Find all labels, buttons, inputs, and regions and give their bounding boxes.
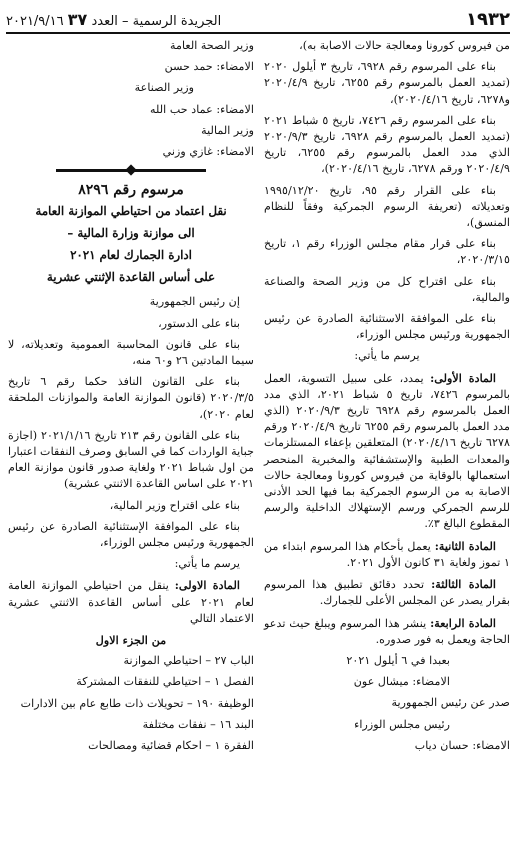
right-column bbox=[264, 38, 510, 759]
budget-item: الباب ٢٧ – احتياطي الموازنة bbox=[123, 654, 254, 668]
minister-signature: الامضاء: غازي وزني bbox=[162, 145, 254, 159]
president-signature: الامضاء: ميشال عون bbox=[353, 675, 450, 689]
decree-title-line: الى موازنة وزارة المالية – bbox=[67, 226, 195, 241]
article-label: المادة الثالثة: bbox=[431, 577, 496, 592]
pm-title: رئيس مجلس الوزراء bbox=[354, 717, 450, 731]
preamble-clause: بناء على القرار رقم ٩٥، تاريخ ١٩٩٥/١٢/٢٠ وتعديلاته (تعريفة الرسوم الجمركية وفقاً للنظام المنسق)، bbox=[264, 183, 510, 230]
preamble-clause: بناء على القانون النافذ حكما رقم ٦ تاريخ ٢٠٢٠/٣/٥ (قانون الموازنة العامة والموازنات الملحقة لعام ٢٠٢٠)، bbox=[8, 375, 254, 421]
divider-diamond bbox=[125, 165, 136, 176]
preamble-clause: بناء على قرار مقام مجلس الوزراء رقم ١، تاريخ ٢٠٢٠/٣/١٥، bbox=[264, 237, 510, 267]
president-line: إن رئيس الجمهورية bbox=[149, 295, 240, 309]
article-text: تحدد دقائق تطبيق هذا المرسوم بقرار يصدر عن المجلس الأعلى للجمارك. bbox=[264, 578, 510, 608]
page-number: ١٩٣٢ bbox=[466, 8, 510, 30]
article-label: المادة الرابعة: bbox=[430, 615, 497, 630]
preamble-clause: بناء على الدستور، bbox=[158, 316, 240, 330]
section-heading: من الجزء الاول bbox=[95, 633, 167, 648]
place-date: بعبدا في ٦ أيلول ٢٠٢١ bbox=[346, 653, 450, 667]
decrees-line: يرسم ما يأتي: bbox=[354, 349, 420, 363]
article-text: يمدد، على سبيل التسوية، العمل بالمرسوم ٧٤٢٦، تاريخ ٥ شباط ٢٠٢١، الذي مدد العمل بالمرسوم رقم ٦٩٢٨ تاريخ ٢٠٢٠/٩/٣ (الذي مدد العمل بالمرسوم رقم ٦٢٥٥ تاريخ ٢٠٢٠/٤/٩ ورقم ٦٢٧٨ تاريخ ٢٠٢٠/٤/١٦) المتعلقين بإعفاء المستلزمات والمعدات الطبية والإستشفائية والمخبرية المنحصر استعمالها بالوقاية من فيروس كورونا ومعالجة حالات الاصابة به من الرسوم الجمركية بما فيها الحد الأدنى للرسم الجمركي ورسم الإستهلاك الداخلية والرسم المقطوع البالغ ٣٪. bbox=[264, 371, 511, 531]
preamble-clause: بناء على الموافقة الإستثنائية الصادرة عن رئيس الجمهورية ورئيس مجلس الوزراء، bbox=[8, 519, 254, 550]
article-3 bbox=[264, 576, 510, 609]
preamble-clause: بناء على المرسوم رقم ٧٤٢٦، تاريخ ٥ شباط ٢٠٢١ (تمديد العمل بالمرسوم رقم ٦٩٢٨، تاريخ ٢٠٢٠/٩/٣ الذي مدد العمل بالمرسوم رقم ٦٢٥٥، تاريخ ٢٠٢٠/٤/٩ ورقم ٦٢٧٨، تاريخ ٢٠٢٠/٤/١٦)، bbox=[264, 113, 511, 176]
article-1 bbox=[8, 577, 254, 627]
budget-item: الفقرة ١ – احكام قضائية ومصالحات bbox=[88, 739, 254, 753]
article-1 bbox=[264, 370, 510, 533]
intro-continuation: من فيروس كورونا ومعالجة حالات الاصابة به)، bbox=[299, 39, 510, 52]
preamble-clause: بناء على الموافقة الاستثنائية الصادرة عن رئيس الجمهورية ورئيس مجلس الوزراء، bbox=[264, 312, 510, 342]
preamble-clause: بناء على اقتراح وزير المالية، bbox=[109, 498, 240, 512]
minister-title: وزير المالية bbox=[201, 123, 254, 137]
preamble-clause: بناء على القانون رقم ٢١٣ تاريخ ٢٠٢١/١/١٦ (اجازة جباية الواردات كما في السابق وصرف النفقات اعتبارا من اول شباط ٢٠٢١ ولغاية صدور قانون موازنة العام ٢٠٢١ على اساس القاعدة الاثنتي عشرية) bbox=[8, 428, 254, 491]
decree-title-line: ادارة الجمارك لعام ٢٠٢١ bbox=[70, 248, 192, 263]
article-text: يعمل بأحكام هذا المرسوم ابتداء من ١ تموز ولغاية ٣١ كانون الأول ٢٠٢١. bbox=[264, 539, 510, 569]
article-label: المادة الأولى: bbox=[430, 370, 496, 385]
gazette-name: الجريدة الرسمية – العدد bbox=[91, 13, 222, 29]
article-text: ينقل من احتياطي الموازنة العامة لعام ٢٠٢١ على أساس القاعدة الاثنتي عشرية الاعتماد التالي bbox=[8, 579, 254, 625]
page-header bbox=[6, 6, 510, 34]
minister-title: وزير الصحة العامة bbox=[170, 39, 254, 52]
minister-signature: الامضاء: عماد حب الله bbox=[150, 102, 254, 116]
minister-title: وزير الصناعة bbox=[134, 81, 194, 95]
decrees-line: يرسم ما يأتي: bbox=[174, 557, 240, 571]
decree-title-line: نقل اعتماد من احتياطي الموازنة العامة bbox=[35, 204, 227, 219]
decree-title-line: على أساس القاعدة الإثنتي عشرية bbox=[46, 270, 216, 285]
budget-item: الفصل ١ – احتياطي للنفقات المشتركة bbox=[76, 675, 254, 689]
left-column bbox=[8, 38, 254, 759]
article-2 bbox=[264, 538, 510, 571]
preamble-clause: بناء على قانون المحاسبة العمومية وتعديلاته، لا سيما المادتين ٢٦ و٦٠ منه، bbox=[8, 337, 254, 368]
budget-item: البند ١٦ – نفقات مختلفة bbox=[142, 717, 254, 731]
issue-number: ٣٧ bbox=[67, 9, 88, 29]
preamble-clause: بناء على اقتراح كل من وزير الصحة والصناعة والمالية، bbox=[264, 274, 510, 304]
budget-item: الوظيفة ١٩٠ – تحويلات ذات طابع عام بين الادارات bbox=[20, 696, 254, 710]
section-divider bbox=[56, 168, 206, 172]
article-text: ينشر هذا المرسوم ويبلغ حيث تدعو الحاجة ويعمل به فور صدوره. bbox=[264, 616, 510, 646]
gazette-title bbox=[6, 10, 221, 29]
article-label: المادة الاولى: bbox=[174, 578, 240, 593]
article-label: المادة الثانية: bbox=[434, 538, 496, 553]
decree-number: مرسوم رقم ٨٢٩٦ bbox=[78, 182, 184, 199]
issue-date: ٢٠٢١/٩/١٦ bbox=[6, 13, 64, 29]
pm-signature: الامضاء: حسان دياب bbox=[414, 738, 510, 752]
preamble-clause: بناء على المرسوم رقم ٦٩٢٨، تاريخ ٣ أيلول ٢٠٢٠ (تمديد العمل بالمرسوم رقم ٦٢٥٥، تاريخ ٢٠٢٠/٤/٩ و٦٢٧٨، تاريخ ٢٠٢٠/٤/١٦)، bbox=[264, 60, 511, 106]
issued-by: صدر عن رئيس الجمهورية bbox=[391, 696, 510, 710]
minister-signature: الامضاء: حمد حسن bbox=[164, 60, 254, 74]
article-4 bbox=[264, 615, 510, 648]
